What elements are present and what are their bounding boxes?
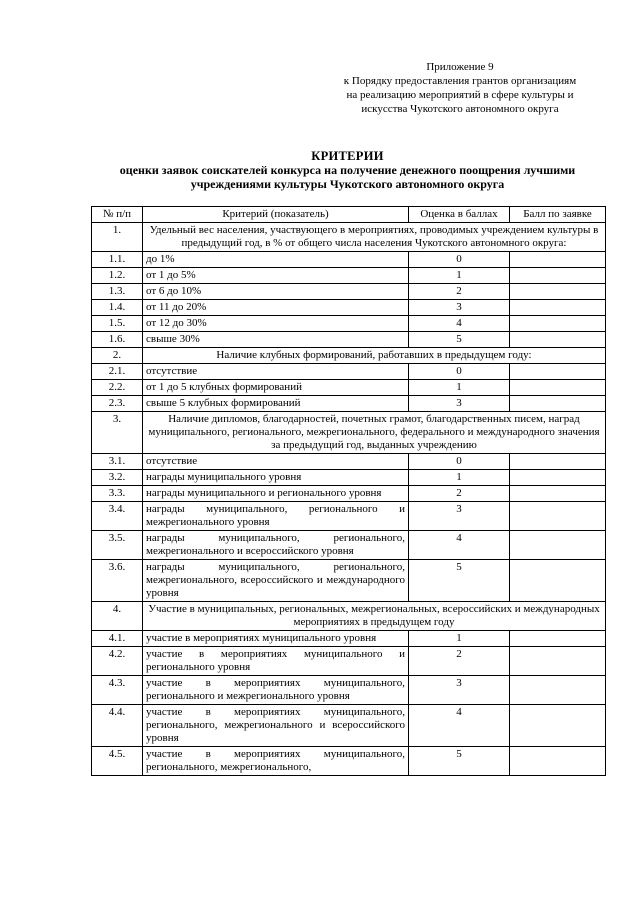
title-line: учреждениями культуры Чукотского автономного округа: [190, 177, 505, 191]
row-number: 4.1.: [92, 631, 143, 647]
header-score: Оценка в баллах: [409, 207, 510, 223]
criteria-table: [91, 206, 606, 776]
row-number: 1.1.: [92, 252, 143, 268]
title-heading: КРИТЕРИИ: [311, 149, 384, 163]
criterion-text: участие в мероприятиях муниципального, регионального и межрегионального уровня: [143, 676, 409, 705]
row-number: 3.1.: [92, 454, 143, 470]
appendix-line: к Порядку предоставления грантов организациям: [343, 75, 577, 87]
criterion-text: участие в мероприятиях муниципального, регионального, межрегионального,: [143, 747, 409, 776]
row-number: 1.6.: [92, 332, 143, 348]
application-score-cell: [510, 647, 606, 676]
score-value: 4: [409, 531, 510, 560]
criterion-text: от 6 до 10%: [143, 284, 409, 300]
score-value: 2: [409, 284, 510, 300]
section-criterion: Участие в муниципальных, региональных, межрегиональных, всероссийских и международных мероприятиях в предыдущем году: [143, 602, 606, 631]
section-row: [92, 348, 606, 364]
table-row: [92, 380, 606, 396]
application-score-cell: [510, 364, 606, 380]
section-criterion: Удельный вес населения, участвующего в мероприятиях, проводимых учреждением культуры в предыдущий год, в % от общего числа населения Чукотского автономного округа:: [143, 223, 606, 252]
row-number: 3.6.: [92, 560, 143, 602]
table-row: [92, 252, 606, 268]
score-value: 1: [409, 380, 510, 396]
application-score-cell: [510, 380, 606, 396]
header-application-score: Балл по заявке: [510, 207, 606, 223]
row-number: 3.3.: [92, 486, 143, 502]
score-value: 1: [409, 268, 510, 284]
score-value: 1: [409, 631, 510, 647]
score-value: 3: [409, 676, 510, 705]
row-number: 3.2.: [92, 470, 143, 486]
table-row: [92, 631, 606, 647]
section-row: [92, 223, 606, 252]
criterion-text: свыше 5 клубных формирований: [143, 396, 409, 412]
table-row: [92, 747, 606, 776]
table-row: [92, 332, 606, 348]
row-number: 2.3.: [92, 396, 143, 412]
criterion-text: награды муниципального и регионального уровня: [143, 486, 409, 502]
criterion-text: свыше 30%: [143, 332, 409, 348]
application-score-cell: [510, 252, 606, 268]
table-row: [92, 300, 606, 316]
appendix-line: искусства Чукотского автономного округа: [361, 103, 559, 115]
criterion-text: от 1 до 5 клубных формирований: [143, 380, 409, 396]
row-number: 4.4.: [92, 705, 143, 747]
score-value: 5: [409, 332, 510, 348]
criterion-text: участие в мероприятиях муниципального и регионального уровня: [143, 647, 409, 676]
application-score-cell: [510, 332, 606, 348]
row-number: 1.: [92, 223, 143, 252]
table-row: [92, 705, 606, 747]
table-row: [92, 470, 606, 486]
score-value: 3: [409, 300, 510, 316]
row-number: 2.2.: [92, 380, 143, 396]
appendix-line: на реализацию мероприятий в сфере культуры и: [346, 89, 574, 101]
application-score-cell: [510, 705, 606, 747]
row-number: 1.3.: [92, 284, 143, 300]
criterion-text: отсутствие: [143, 454, 409, 470]
header-num: № п/п: [92, 207, 143, 223]
application-score-cell: [510, 454, 606, 470]
criterion-text: участие в мероприятиях муниципального уровня: [143, 631, 409, 647]
criterion-text: от 11 до 20%: [143, 300, 409, 316]
criterion-text: награды муниципального уровня: [143, 470, 409, 486]
score-value: 5: [409, 747, 510, 776]
table-row: [92, 502, 606, 531]
table-row: [92, 268, 606, 284]
section-row: [92, 602, 606, 631]
row-number: 4.5.: [92, 747, 143, 776]
row-number: 1.5.: [92, 316, 143, 332]
application-score-cell: [510, 396, 606, 412]
score-value: 0: [409, 364, 510, 380]
row-number: 1.4.: [92, 300, 143, 316]
row-number: 3.4.: [92, 502, 143, 531]
row-number: 4.: [92, 602, 143, 631]
row-number: 2.1.: [92, 364, 143, 380]
score-value: 4: [409, 316, 510, 332]
section-criterion: Наличие клубных формирований, работавших в предыдущем году:: [143, 348, 606, 364]
application-score-cell: [510, 316, 606, 332]
section-criterion: Наличие дипломов, благодарностей, почетных грамот, благодарственных писем, наград муниципального, регионального, межрегионального, федерального и международного значения за предыдущий год, выданных учреждению: [143, 412, 606, 454]
application-score-cell: [510, 300, 606, 316]
criterion-text: от 12 до 30%: [143, 316, 409, 332]
application-score-cell: [510, 470, 606, 486]
section-row: [92, 412, 606, 454]
score-value: 0: [409, 454, 510, 470]
header-criterion: Критерий (показатель): [143, 207, 409, 223]
criterion-text: от 1 до 5%: [143, 268, 409, 284]
table-row: [92, 396, 606, 412]
application-score-cell: [510, 747, 606, 776]
score-value: 2: [409, 647, 510, 676]
criterion-text: награды муниципального, регионального, межрегионального и всероссийского уровня: [143, 531, 409, 560]
table-row: [92, 647, 606, 676]
table-row: [92, 560, 606, 602]
criterion-text: награды муниципального, регионального и межрегионального уровня: [143, 502, 409, 531]
score-value: 5: [409, 560, 510, 602]
row-number: 3.: [92, 412, 143, 454]
table-row: [92, 364, 606, 380]
criterion-text: награды муниципального, регионального, межрегионального, всероссийского и международного уровня: [143, 560, 409, 602]
application-score-cell: [510, 631, 606, 647]
table-header-row: [92, 207, 606, 223]
criteria-table-body: [92, 223, 606, 776]
application-score-cell: [510, 284, 606, 300]
criterion-text: участие в мероприятиях муниципального, регионального, межрегионального и всероссийского уровня: [143, 705, 409, 747]
criterion-text: до 1%: [143, 252, 409, 268]
criterion-text: отсутствие: [143, 364, 409, 380]
application-score-cell: [510, 268, 606, 284]
table-row: [92, 284, 606, 300]
application-score-cell: [510, 560, 606, 602]
appendix-line: Приложение 9: [426, 61, 494, 73]
row-number: 3.5.: [92, 531, 143, 560]
appendix-note: [300, 60, 620, 116]
application-score-cell: [510, 486, 606, 502]
application-score-cell: [510, 676, 606, 705]
score-value: 3: [409, 396, 510, 412]
table-row: [92, 676, 606, 705]
score-value: 3: [409, 502, 510, 531]
table-row: [92, 316, 606, 332]
table-row: [92, 531, 606, 560]
table-row: [92, 454, 606, 470]
title-line: оценки заявок соискателей конкурса на получение денежного поощрения лучшими: [119, 163, 576, 177]
score-value: 2: [409, 486, 510, 502]
row-number: 4.3.: [92, 676, 143, 705]
row-number: 4.2.: [92, 647, 143, 676]
row-number: 1.2.: [92, 268, 143, 284]
application-score-cell: [510, 502, 606, 531]
application-score-cell: [510, 531, 606, 560]
row-number: 2.: [92, 348, 143, 364]
score-value: 4: [409, 705, 510, 747]
document-title: [90, 149, 605, 191]
score-value: 1: [409, 470, 510, 486]
table-row: [92, 486, 606, 502]
score-value: 0: [409, 252, 510, 268]
